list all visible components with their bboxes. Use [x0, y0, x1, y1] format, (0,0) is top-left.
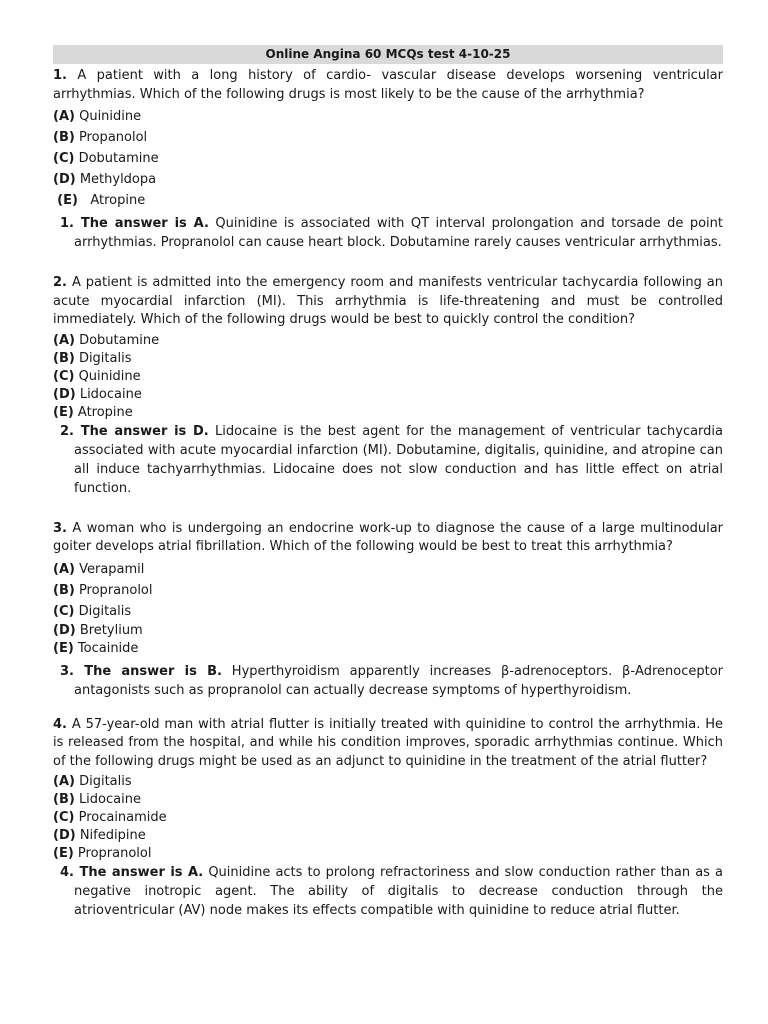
option-text: Tocainide: [77, 640, 139, 656]
answer-label: 3. The answer is B.: [60, 663, 222, 679]
option-letter: (D): [53, 172, 76, 187]
option-letter: (E): [57, 193, 78, 208]
question-3-options: [53, 559, 723, 658]
option-letter: (B): [53, 582, 75, 598]
option: [53, 640, 723, 658]
option: [53, 809, 723, 827]
option-letter: (A): [53, 774, 75, 789]
question-number: 1.: [53, 68, 67, 83]
option-text: Methyldopa: [79, 172, 157, 187]
option-text: Dobutamine: [79, 332, 160, 348]
option-text: Procainamide: [78, 810, 167, 825]
option-letter: (D): [53, 386, 76, 402]
option: [53, 845, 723, 863]
question-2-answer: [53, 422, 723, 498]
option: [53, 559, 723, 580]
answer-text: Quinidine is associated with QT interval prolongation and torsade de point arrhythmias. Propranolol can cause heart block. Dobutamine rarely causes ventricular arrhythmias.: [74, 216, 723, 250]
option-text: Quinidine: [79, 109, 142, 124]
option-text: Verapamil: [79, 561, 145, 577]
option-letter: (D): [53, 622, 76, 638]
question-text: A patient is admitted into the emergency room and manifests ventricular tachycardia following an acute myocardial infarction (MI). This arrhythmia is life-threatening and must be controlled immediately. Which of the following drugs would be best to quickly control the condition?: [53, 275, 723, 327]
question-1-stem: [53, 67, 723, 104]
option-text: Bretylium: [79, 622, 143, 638]
option: [53, 368, 723, 386]
option-text: Atropine: [90, 193, 146, 208]
option-letter: (E): [53, 404, 74, 420]
option-letter: (C): [53, 151, 75, 166]
question-3: [53, 520, 723, 700]
question-3-stem: [53, 520, 723, 557]
option: [53, 386, 723, 404]
option: [53, 106, 723, 127]
option-text: Propanolol: [78, 130, 148, 145]
question-number: 3.: [53, 520, 67, 536]
option-text: Digitalis: [78, 603, 132, 619]
question-2-options: [53, 332, 723, 422]
answer-text: Hyperthyroidism apparently increases β-adrenoceptors. β-Adrenoceptor antagonists such as propranolol can actually decrease symptoms of hyperthyroidism.: [74, 663, 724, 698]
option-letter: (B): [53, 792, 75, 807]
option-text: Digitalis: [78, 350, 132, 366]
answer-text: Lidocaine is the best agent for the management of ventricular tachycardia associated with acute myocardial infarction (MI). Dobutamine, digitalis, quinidine, and atropine can all induce tachyarrhythmias. Lidocaine does not slow conduction and has little effect on atrial function.: [74, 423, 724, 496]
option-letter: (C): [53, 810, 75, 825]
option-letter: (B): [53, 130, 75, 145]
question-4-options: [53, 773, 723, 863]
option-letter: (C): [53, 368, 75, 384]
option-text: Propranolol: [78, 582, 153, 598]
option-letter: (A): [53, 561, 75, 577]
question-text: A patient with a long history of cardio- vascular disease develops worsening ventricular arrhythmias. Which of the following drugs is most likely to be the cause of the arrhythmia?: [53, 68, 723, 102]
question-text: A 57-year-old man with atrial flutter is initially treated with quinidine to control the arrhythmia. He is released from the hospital, and while his condition improves, sporadic arrhythmias continue. Which of the following drugs might be used as an adjunct to quinidine in the treatment of the atrial flutter?: [53, 716, 724, 769]
question-number: 4.: [53, 716, 67, 732]
option-text: Digitalis: [79, 774, 132, 789]
option: [53, 827, 723, 845]
option: [53, 601, 723, 622]
answer-text: Quinidine acts to prolong refractoriness and slow conduction rather than as a negative inotropic agent. The ability of digitalis to decrease conduction through the atrioventricular (AV) node makes its effects compatible with quinidine to reduce atrial flutter.: [74, 865, 723, 918]
question-4: [53, 716, 723, 921]
option: [53, 791, 723, 809]
question-1-answer: [53, 214, 723, 252]
question-3-answer: [53, 662, 723, 700]
option-text: Quinidine: [78, 368, 141, 384]
option-letter: (E): [53, 846, 74, 861]
question-1-options: [53, 106, 723, 211]
option-letter: (E): [53, 640, 74, 656]
option: [53, 148, 723, 169]
option: [53, 332, 723, 350]
option: [53, 350, 723, 368]
option-text: Dobutamine: [78, 151, 159, 166]
option-letter: (A): [53, 109, 75, 124]
document-title: Online Angina 60 MCQs test 4-10-25: [53, 45, 723, 64]
option-text: Lidocaine: [79, 386, 142, 402]
option-text: Lidocaine: [78, 792, 141, 807]
option: [53, 169, 723, 190]
option-letter: (C): [53, 603, 75, 619]
question-text: A woman who is undergoing an endocrine work-up to diagnose the cause of a large multinodular goiter develops atrial fibrillation. Which of the following would be best to treat this arrhythmia?: [53, 520, 723, 554]
option-text: Propranolol: [77, 846, 152, 861]
option: [53, 127, 723, 148]
option-text: Nifedipine: [79, 828, 146, 843]
option-letter: (D): [53, 828, 76, 843]
answer-label: 2. The answer is D.: [60, 423, 209, 439]
question-number: 2.: [53, 275, 67, 290]
question-4-stem: [53, 716, 723, 772]
document-page: [53, 45, 723, 920]
answer-label: 4. The answer is A.: [60, 865, 204, 880]
option-letter: (B): [53, 350, 75, 366]
option: [53, 622, 723, 640]
option: [53, 190, 723, 211]
question-1: [53, 67, 723, 252]
option-text: Atropine: [77, 404, 133, 420]
option: [53, 580, 723, 601]
option: [53, 773, 723, 791]
option-letter: (A): [53, 332, 75, 348]
question-2: [53, 274, 723, 498]
option: [53, 404, 723, 422]
question-4-answer: [53, 863, 723, 920]
answer-label: 1. The answer is A.: [60, 216, 209, 231]
question-2-stem: [53, 274, 723, 330]
